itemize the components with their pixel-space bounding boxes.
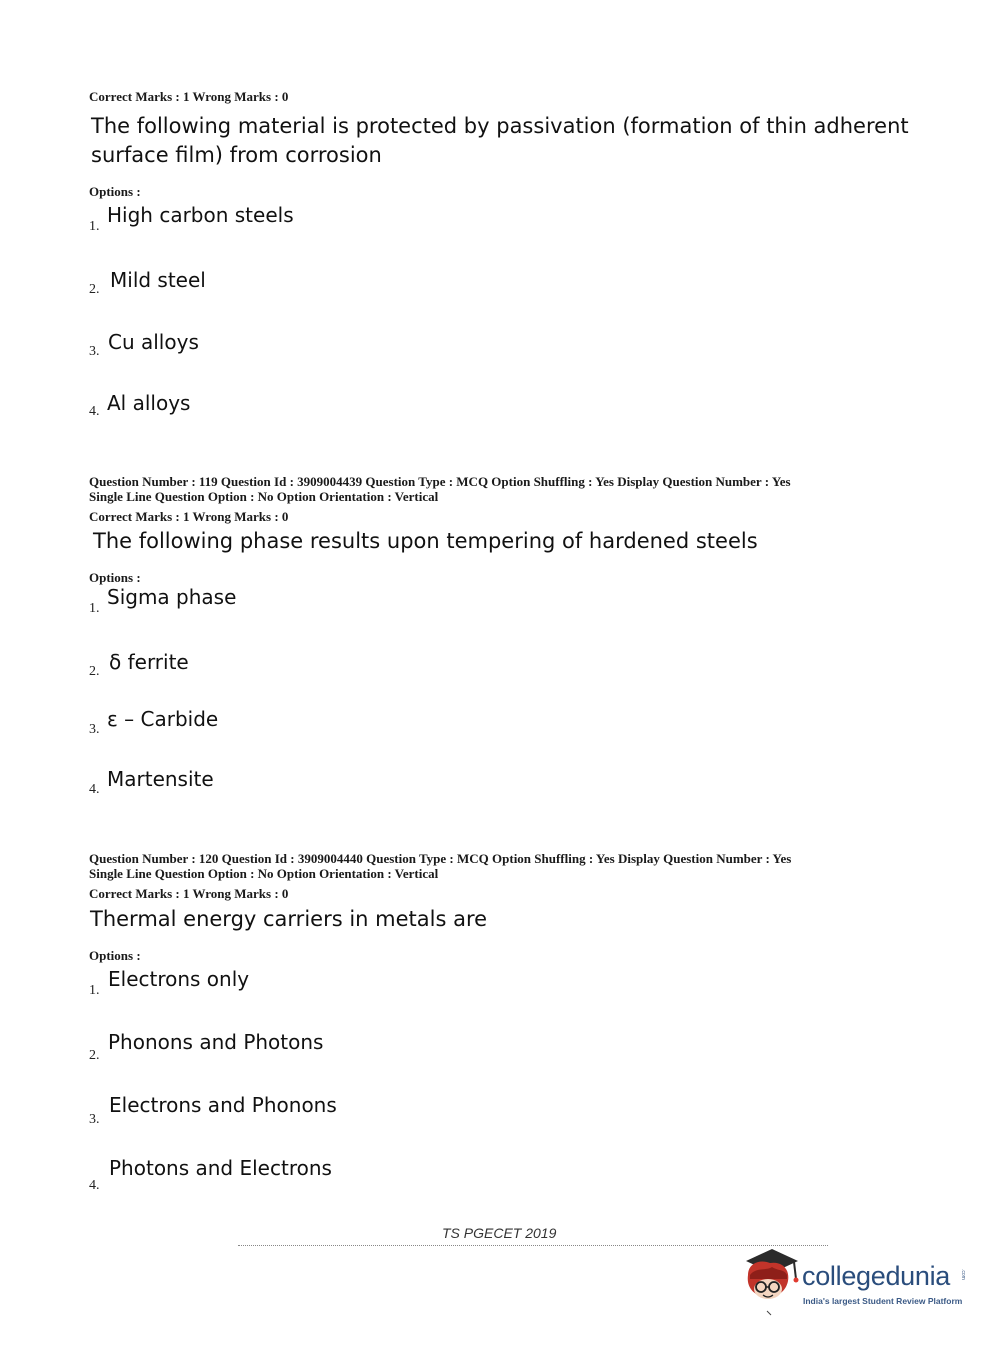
q119-option-3[interactable]: ε – Carbide (107, 707, 219, 731)
q120-option-4[interactable]: Photons and Electrons (109, 1156, 332, 1180)
q118-marks: Correct Marks : 1 Wrong Marks : 0 (89, 89, 289, 104)
q120-option-number: 4. (89, 1178, 100, 1193)
q119-question-text: The following phase results upon tempering of hardened steels (93, 529, 758, 553)
q119-option-4[interactable]: Martensite (107, 767, 214, 791)
q120-option-number: 1. (89, 983, 100, 998)
q118-question-line2: surface film) from corrosion (91, 143, 382, 167)
q120-option-3[interactable]: Electrons and Phonons (109, 1093, 337, 1117)
brand-com: .com (960, 1269, 966, 1280)
q119-option-1[interactable]: Sigma phase (107, 585, 237, 609)
footer-exam-name: TS PGECET 2019 (442, 1225, 557, 1241)
collegedunia-logo (738, 1245, 978, 1320)
q120-question-text: Thermal energy carriers in metals are (90, 907, 488, 931)
brand-name: collegedunia (802, 1261, 951, 1291)
q118-question-line1: The following material is protected by passivation (formation of thin adherent (91, 114, 909, 138)
q119-option-number: 3. (89, 722, 100, 737)
q120-option-number: 3. (89, 1112, 100, 1127)
q120-marks: Correct Marks : 1 Wrong Marks : 0 (89, 886, 289, 901)
q119-header-line1: Question Number : 119 Question Id : 3909004439 Question Type : MCQ Option Shuffling : Yes Display Question Number : Yes (89, 474, 791, 489)
q119-options-label: Options : (89, 570, 141, 585)
q118-option-number: 4. (89, 404, 100, 419)
q119-option-number: 2. (89, 664, 100, 679)
q118-option-number: 1. (89, 219, 100, 234)
q118-option-1[interactable]: High carbon steels (107, 203, 294, 227)
q118-options-label: Options : (89, 184, 141, 199)
q120-option-2[interactable]: Phonons and Photons (108, 1030, 324, 1054)
q118-option-number: 3. (89, 344, 100, 359)
q119-option-number: 1. (89, 601, 100, 616)
q118-option-2[interactable]: Mild steel (110, 268, 206, 292)
q120-option-number: 2. (89, 1048, 100, 1063)
brand-tagline: India's largest Student Review Platform (803, 1296, 963, 1306)
q118-option-number: 2. (89, 282, 100, 297)
q120-options-label: Options : (89, 948, 141, 963)
q119-option-number: 4. (89, 782, 100, 797)
q118-option-4[interactable]: Al alloys (107, 391, 191, 415)
q119-option-2[interactable]: δ ferrite (109, 650, 189, 674)
q120-header-line1: Question Number : 120 Question Id : 3909004440 Question Type : MCQ Option Shuffling : Yes Display Question Number : Yes (89, 851, 792, 866)
q119-marks: Correct Marks : 1 Wrong Marks : 0 (89, 509, 289, 524)
q118-option-3[interactable]: Cu alloys (108, 330, 199, 354)
graduate-mascot-icon (738, 1245, 800, 1317)
q118-question-text (91, 112, 951, 170)
q119-header-line2: Single Line Question Option : No Option Orientation : Vertical (89, 489, 439, 504)
q120-option-1[interactable]: Electrons only (108, 967, 250, 991)
q120-header-line2: Single Line Question Option : No Option Orientation : Vertical (89, 866, 439, 881)
